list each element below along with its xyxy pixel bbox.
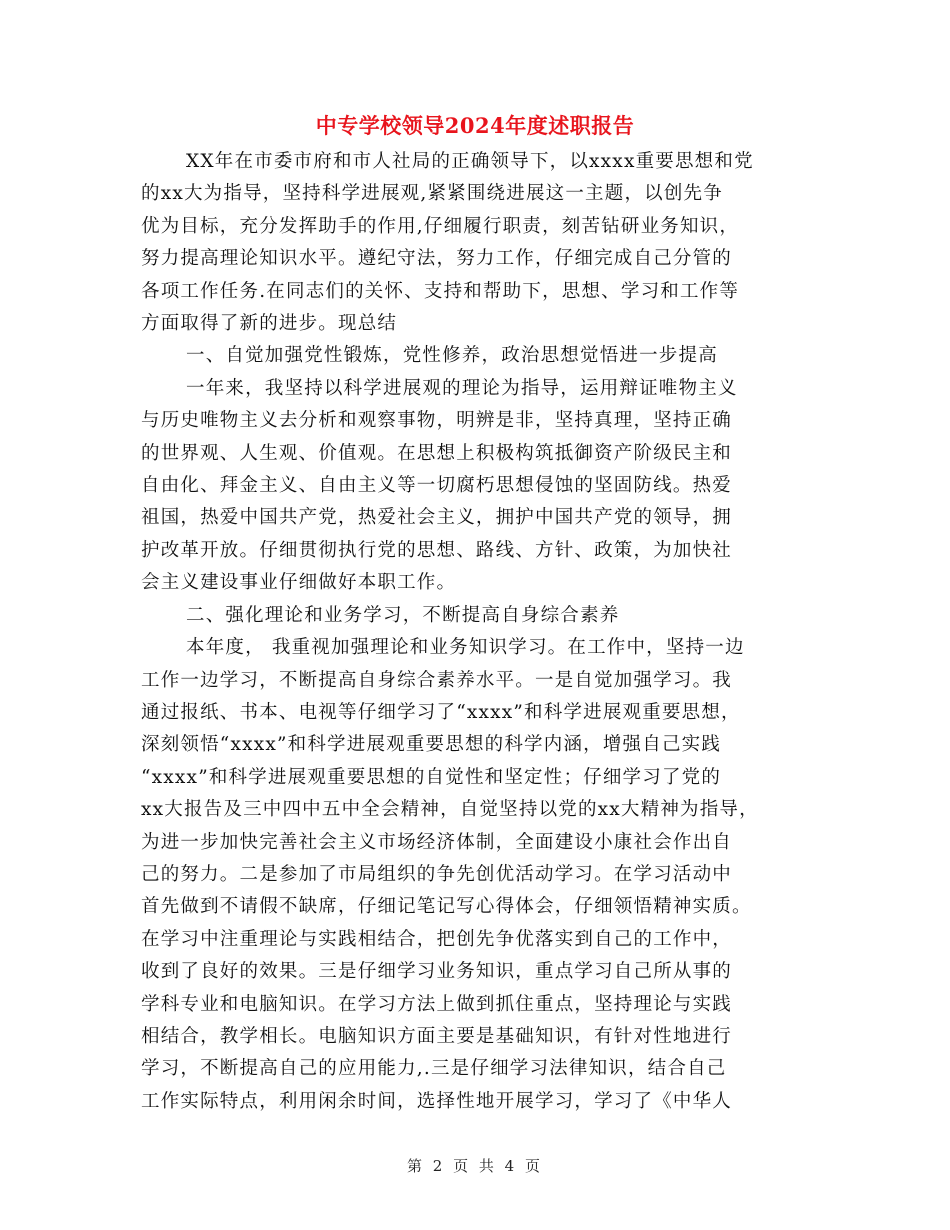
- paragraph-line: 通过报纸、书本、电视等仔细学习了“xxxx”和科学进展观重要思想，: [141, 701, 741, 723]
- section-heading: 二、强化理论和业务学习，不断提高自身综合素养: [186, 604, 620, 626]
- paragraph-line: 一年来，我坚持以科学进展观的理论为指导，运用辩证唯物主义: [186, 377, 738, 399]
- paragraph-line: 会主义建设事业仔细做好本职工作。: [141, 572, 457, 594]
- paragraph-line: 自由化、拜金主义、自由主义等一切腐朽思想侵蚀的坚固防线。热爱: [141, 475, 733, 497]
- page-number-footer: 第 2 页 共 4 页: [407, 1157, 543, 1175]
- paragraph-line: 学科专业和电脑知识。在学习方法上做到抓住重点，坚持理论与实践: [141, 993, 733, 1015]
- paragraph-line: 各项工作任务.在同志们的关怀、支持和帮助下，思想、学习和工作等: [141, 280, 740, 302]
- paragraph-line: 首先做到不请假不缺席，仔细记笔记写心得体会，仔细领悟精神实质。: [141, 896, 752, 918]
- paragraph-line: 护改革开放。仔细贯彻执行党的思想、路线、方针、政策，为加快社: [141, 539, 733, 561]
- paragraph-line: 相结合，教学相长。电脑知识方面主要是基础知识，有针对性地进行: [141, 1025, 733, 1047]
- paragraph-line: 的xx大为指导，坚持科学进展观,紧紧围绕进展这一主题，以创先争: [141, 183, 723, 205]
- paragraph-line: 本年度， 我重视加强理论和业务知识学习。在工作中，坚持一边: [186, 637, 745, 659]
- paragraph-line: 与历史唯物主义去分析和观察事物，明辨是非，坚持真理，坚持正确: [141, 410, 733, 432]
- document-body: [141, 146, 821, 1118]
- paragraph-line: 工作一边学习，不断提高自身综合素养水平。一是自觉加强学习。我: [141, 669, 733, 691]
- paragraph-line: xx大报告及三中四中五中全会精神，自觉坚持以党的xx大精神为指导，: [141, 799, 759, 821]
- paragraph-line: 深刻领悟“xxxx”和科学进展观重要思想的科学内涵，增强自己实践: [141, 734, 722, 756]
- paragraph-line: 工作实际特点，利用闲余时间，选择性地开展学习，学习了《中华人: [141, 1090, 733, 1112]
- paragraph-line: 方面取得了新的进步。现总结: [141, 313, 398, 335]
- paragraph-line: 努力提高理论知识水平。遵纪守法，努力工作，仔细完成自己分管的: [141, 248, 733, 270]
- paragraph-line: 祖国，热爱中国共产党，热爱社会主义，拥护中国共产党的领导，拥: [141, 507, 733, 529]
- paragraph-line: 己的努力。二是参加了市局组织的争先创优活动学习。在学习活动中: [141, 863, 733, 885]
- paragraph-line: XX年在市委市府和市人社局的正确领导下，以xxxx重要思想和党: [186, 151, 754, 172]
- section-heading: 一、自觉加强党性锻炼，党性修养，政治思想觉悟进一步提高: [186, 345, 718, 367]
- paragraph-line: 为进一步加快完善社会主义市场经济体制，全面建设小康社会作出自: [141, 831, 733, 853]
- paragraph-line: 优为目标，充分发挥助手的作用,仔细履行职责，刻苦钻研业务知识，: [141, 215, 740, 237]
- paragraph-line: 学习，不断提高自己的应用能力,.三是仔细学习法律知识，结合自己: [141, 1058, 727, 1080]
- paragraph-line: 在学习中注重理论与实践相结合，把创先争优落实到自己的工作中，: [141, 928, 733, 950]
- paragraph-line: 的世界观、人生观、价值观。在思想上积极构筑抵御资产阶级民主和: [141, 442, 733, 464]
- paragraph-line: “xxxx”和科学进展观重要思想的自觉性和坚定性；仔细学习了党的: [141, 766, 722, 788]
- document-title: 中专学校领导2024年度述职报告: [315, 113, 635, 138]
- paragraph-line: 收到了良好的效果。三是仔细学习业务知识，重点学习自己所从事的: [141, 961, 733, 983]
